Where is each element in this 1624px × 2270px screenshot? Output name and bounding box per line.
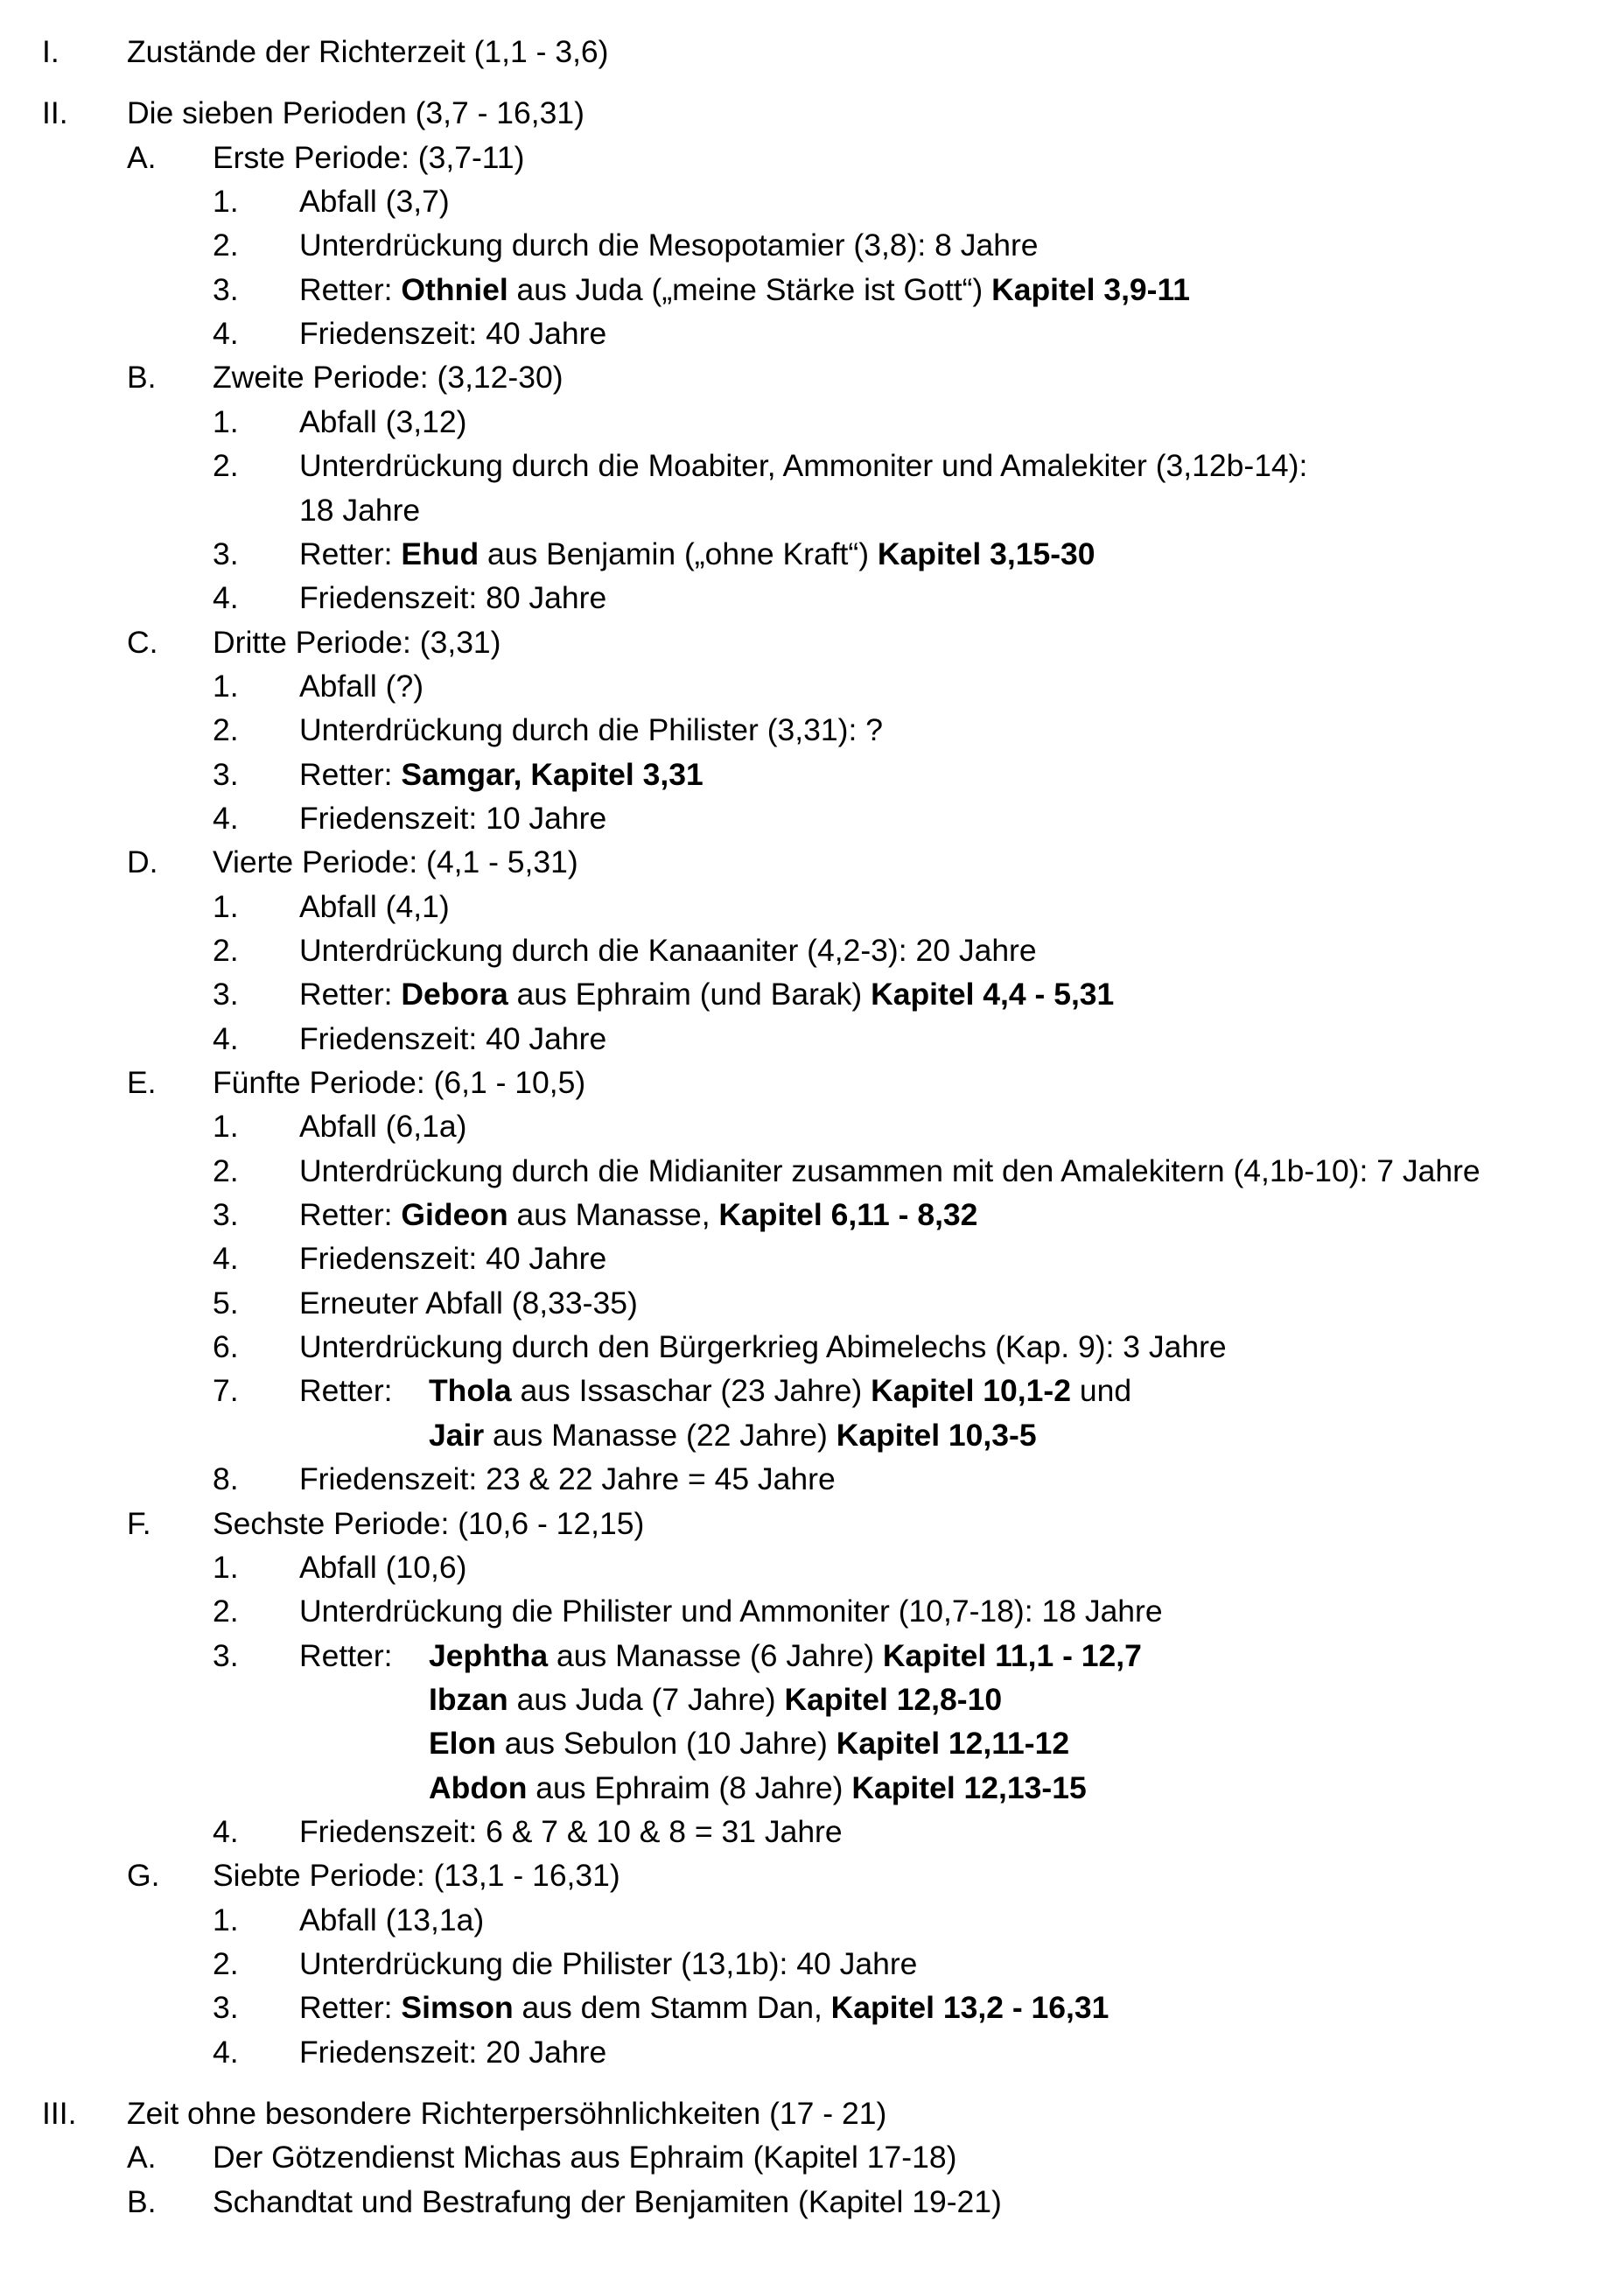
outline-line bbox=[0, 928, 1624, 972]
outline-text bbox=[299, 1634, 1142, 1678]
outline-line bbox=[0, 400, 1624, 444]
outline-line bbox=[0, 972, 1624, 1016]
bold-text-segment: Jair bbox=[429, 1418, 485, 1453]
text-segment: 18 Jahre bbox=[299, 493, 421, 528]
outline-number: A. bbox=[127, 140, 157, 175]
outline-number: III. bbox=[42, 2096, 77, 2131]
bold-text-segment: Debora bbox=[401, 977, 508, 1012]
text-segment: Friedenszeit: 40 Jahre bbox=[299, 316, 607, 351]
outline-number: 4. bbox=[213, 1814, 239, 1849]
outline-text bbox=[299, 532, 1096, 576]
outline-text bbox=[299, 223, 1039, 267]
outline-number: 1. bbox=[213, 1109, 239, 1144]
outline-text bbox=[213, 355, 564, 399]
text-segment: Abfall (3,12) bbox=[299, 404, 467, 439]
text-segment: aus Juda („meine Stärke ist Gott“) bbox=[508, 272, 992, 307]
text-segment: Abfall (6,1a) bbox=[299, 1109, 467, 1144]
outline-text bbox=[299, 400, 466, 444]
outline-line bbox=[0, 1898, 1624, 1942]
outline-number: 2. bbox=[213, 228, 239, 263]
outline-number: 1. bbox=[213, 404, 239, 439]
outline-line bbox=[0, 1502, 1624, 1545]
outline-line bbox=[0, 620, 1624, 664]
outline-text bbox=[299, 1457, 836, 1501]
outline-text bbox=[299, 1589, 1163, 1633]
outline-line bbox=[0, 1325, 1624, 1369]
outline-number: B. bbox=[127, 360, 157, 395]
outline-text bbox=[299, 796, 606, 840]
outline-line bbox=[0, 1721, 1624, 1765]
text-segment: aus Manasse (22 Jahre) bbox=[484, 1418, 836, 1453]
outline-text bbox=[299, 1810, 843, 1853]
outline-text bbox=[299, 179, 450, 223]
outline-line bbox=[0, 312, 1624, 355]
bold-text-segment: Jephtha bbox=[429, 1638, 549, 1673]
bold-text-segment: Kapitel 11,1 - 12,7 bbox=[882, 1638, 1142, 1673]
outline-number: 2. bbox=[213, 1594, 239, 1629]
bold-text-segment: Kapitel 4,4 - 5,31 bbox=[871, 977, 1115, 1012]
outline-line bbox=[0, 1017, 1624, 1061]
outline-line bbox=[0, 223, 1624, 267]
outline-text bbox=[299, 576, 606, 620]
text-segment: Unterdrückung durch den Bürgerkrieg Abimelechs (Kap. 9): 3 Jahre bbox=[299, 1329, 1227, 1364]
text-segment: aus Sebulon (10 Jahre) bbox=[495, 1726, 836, 1761]
outline-text bbox=[299, 1104, 466, 1148]
outline-text bbox=[127, 30, 609, 74]
text-segment: Abfall (?) bbox=[299, 669, 424, 704]
outline-line bbox=[0, 2091, 1624, 2135]
outline-number: 3. bbox=[213, 1197, 239, 1232]
outline-line bbox=[0, 885, 1624, 928]
outline-number: 1. bbox=[213, 889, 239, 924]
outline-number: 7. bbox=[213, 1373, 239, 1408]
outline-text bbox=[213, 840, 578, 884]
bold-text-segment: Gideon bbox=[401, 1197, 508, 1232]
outline-number: 4. bbox=[213, 580, 239, 615]
outline-line bbox=[0, 1149, 1624, 1193]
bold-text-segment: Kapitel 12,8-10 bbox=[784, 1682, 1003, 1717]
outline-text bbox=[213, 1502, 644, 1545]
text-segment: Friedenszeit: 23 & 22 Jahre = 45 Jahre bbox=[299, 1461, 836, 1496]
outline-number: 4. bbox=[213, 2035, 239, 2070]
text-segment: Dritte Periode: (3,31) bbox=[213, 625, 501, 660]
outline-number: B. bbox=[127, 2184, 157, 2219]
text-segment: Retter: bbox=[299, 1990, 402, 2025]
bold-text-segment: Kapitel 13,2 - 16,31 bbox=[830, 1990, 1110, 2025]
text-segment: Der Götzendienst Michas aus Ephraim (Kapitel 17-18) bbox=[213, 2140, 957, 2175]
outline-line bbox=[0, 1853, 1624, 1897]
outline-number: 8. bbox=[213, 1461, 239, 1496]
text-segment: Friedenszeit: 6 & 7 & 10 & 8 = 31 Jahre bbox=[299, 1814, 843, 1849]
outline-line bbox=[0, 444, 1624, 487]
text-segment: Siebte Periode: (13,1 - 16,31) bbox=[213, 1858, 620, 1893]
text-segment: Die sieben Perioden (3,7 - 16,31) bbox=[127, 95, 584, 130]
text-segment: Unterdrückung durch die Mesopotamier (3,8): 8 Jahre bbox=[299, 228, 1039, 263]
outline-line bbox=[0, 488, 1624, 532]
outline-number: 3. bbox=[213, 1638, 239, 1673]
outline-text bbox=[299, 1369, 1131, 1412]
outline-text bbox=[213, 2180, 1002, 2224]
text-segment: Retter: bbox=[299, 536, 402, 571]
outline-line bbox=[0, 1061, 1624, 1104]
text-segment: Unterdrückung die Philister (13,1b): 40 Jahre bbox=[299, 1946, 918, 1981]
bold-text-segment: Ehud bbox=[401, 536, 480, 571]
text-segment: Zustände der Richterzeit (1,1 - 3,6) bbox=[127, 34, 609, 69]
outline-text bbox=[299, 1986, 1109, 2029]
outline-number: C. bbox=[127, 625, 158, 660]
outline-text bbox=[127, 2091, 886, 2135]
outline-number: 3. bbox=[213, 536, 239, 571]
outline-number: 2. bbox=[213, 712, 239, 747]
outline-text bbox=[299, 1149, 1480, 1193]
outline-line bbox=[0, 1237, 1624, 1280]
outline-line bbox=[0, 796, 1624, 840]
outline-number: 4. bbox=[213, 316, 239, 351]
outline-line bbox=[0, 1104, 1624, 1148]
bold-text-segment: Kapitel 10,1-2 bbox=[871, 1373, 1071, 1408]
outline-text bbox=[299, 2030, 606, 2074]
outline-text bbox=[429, 1413, 1037, 1457]
outline-line bbox=[0, 1457, 1624, 1501]
text-segment: Fünfte Periode: (6,1 - 10,5) bbox=[213, 1065, 586, 1100]
outline-number: 1. bbox=[213, 1902, 239, 1937]
text-segment: aus Juda (7 Jahre) bbox=[508, 1682, 785, 1717]
outline-text bbox=[299, 1898, 484, 1942]
text-segment: Abfall (3,7) bbox=[299, 184, 450, 219]
outline-text bbox=[299, 488, 420, 532]
text-segment: Erneuter Abfall (8,33-35) bbox=[299, 1286, 638, 1321]
outline-line bbox=[0, 2030, 1624, 2074]
bold-text-segment: Simson bbox=[401, 1990, 514, 2025]
text-segment: Unterdrückung durch die Philister (3,31): ? bbox=[299, 712, 883, 747]
outline-number: 4. bbox=[213, 1021, 239, 1056]
bold-text-segment: Kapitel 12,13-15 bbox=[851, 1770, 1087, 1805]
outline-number: 1. bbox=[213, 1550, 239, 1585]
text-segment: Unterdrückung durch die Moabiter, Ammoniter und Amalekiter (3,12b-14): bbox=[299, 448, 1308, 483]
text-segment: Friedenszeit: 40 Jahre bbox=[299, 1241, 607, 1276]
outline-line bbox=[0, 1589, 1624, 1633]
outline-line bbox=[0, 2135, 1624, 2179]
text-segment: aus Manasse (6 Jahre) bbox=[548, 1638, 883, 1673]
outline-text bbox=[299, 1942, 917, 1986]
outline-text bbox=[299, 885, 450, 928]
bold-text-segment: Samgar, Kapitel 3,31 bbox=[401, 757, 704, 792]
text-segment: Retter: bbox=[299, 272, 402, 307]
bold-text-segment: Elon bbox=[429, 1726, 496, 1761]
bold-text-segment: Kapitel 12,11-12 bbox=[836, 1726, 1070, 1761]
outline-text bbox=[299, 1281, 638, 1325]
outline-number: 4. bbox=[213, 801, 239, 836]
outline-line bbox=[0, 1942, 1624, 1986]
retter-label: Retter: bbox=[299, 1373, 393, 1408]
outline-text bbox=[299, 753, 704, 796]
outline-text bbox=[299, 268, 1190, 312]
outline-number: 3. bbox=[213, 757, 239, 792]
outline-line bbox=[0, 1810, 1624, 1853]
outline-number: A. bbox=[127, 2140, 157, 2175]
text-segment: Unterdrückung die Philister und Ammoniter (10,7-18): 18 Jahre bbox=[299, 1594, 1163, 1629]
outline-text bbox=[213, 1853, 620, 1897]
text-segment: aus Benjamin („ohne Kraft“) bbox=[479, 536, 878, 571]
outline-number: F. bbox=[127, 1506, 151, 1541]
outline-line bbox=[0, 1545, 1624, 1589]
text-segment: Zweite Periode: (3,12-30) bbox=[213, 360, 564, 395]
outline-number: 2. bbox=[213, 933, 239, 968]
outline-line bbox=[0, 1986, 1624, 2029]
text-segment: Erste Periode: (3,7-11) bbox=[213, 140, 525, 175]
outline-number: 3. bbox=[213, 1990, 239, 2025]
bold-text-segment: Othniel bbox=[401, 272, 508, 307]
outline-text bbox=[299, 1237, 606, 1280]
text-segment: und bbox=[1070, 1373, 1132, 1408]
outline-number: 3. bbox=[213, 977, 239, 1012]
text-segment: Friedenszeit: 40 Jahre bbox=[299, 1021, 607, 1056]
outline-number: 2. bbox=[213, 1153, 239, 1188]
outline-number: G. bbox=[127, 1858, 160, 1893]
outline-line bbox=[0, 136, 1624, 179]
outline-number: D. bbox=[127, 844, 158, 879]
outline-number: 1. bbox=[213, 184, 239, 219]
outline-text bbox=[299, 312, 606, 355]
outline-text bbox=[299, 972, 1114, 1016]
outline-text bbox=[299, 664, 424, 708]
text-segment: Retter: bbox=[299, 757, 402, 792]
bold-text-segment: Thola bbox=[429, 1373, 512, 1408]
text-segment: Zeit ohne besondere Richterpersöhnlichkeiten (17 - 21) bbox=[127, 2096, 887, 2131]
outline-line bbox=[0, 179, 1624, 223]
outline-number: 2. bbox=[213, 1946, 239, 1981]
outline-line bbox=[0, 1413, 1624, 1457]
bold-text-segment: Kapitel 3,9-11 bbox=[991, 272, 1191, 307]
outline-number: 2. bbox=[213, 448, 239, 483]
bold-text-segment: Kapitel 3,15-30 bbox=[877, 536, 1096, 571]
outline-line bbox=[0, 1281, 1624, 1325]
text-segment: Vierte Periode: (4,1 - 5,31) bbox=[213, 844, 578, 879]
text-segment: Friedenszeit: 10 Jahre bbox=[299, 801, 607, 836]
outline-number: II. bbox=[42, 95, 68, 130]
outline-line bbox=[0, 1369, 1624, 1412]
bold-text-segment: Kapitel 6,11 - 8,32 bbox=[718, 1197, 978, 1232]
bold-text-segment: Kapitel 10,3-5 bbox=[836, 1418, 1037, 1453]
outline-text bbox=[299, 928, 1037, 972]
outline-number: 5. bbox=[213, 1286, 239, 1321]
outline-text bbox=[299, 708, 883, 752]
outline-line bbox=[0, 708, 1624, 752]
outline-number: 3. bbox=[213, 272, 239, 307]
outline-line bbox=[0, 30, 1624, 74]
outline-line bbox=[0, 268, 1624, 312]
outline-text bbox=[213, 136, 524, 179]
outline-text bbox=[299, 1017, 606, 1061]
outline-text bbox=[127, 91, 584, 135]
outline-line bbox=[0, 2180, 1624, 2224]
outline-line bbox=[0, 355, 1624, 399]
text-segment: aus Issaschar (23 Jahre) bbox=[511, 1373, 872, 1408]
text-segment: Friedenszeit: 20 Jahre bbox=[299, 2035, 607, 2070]
outline-line bbox=[0, 1766, 1624, 1810]
outline-text bbox=[213, 620, 501, 664]
text-segment: aus dem Stamm Dan, bbox=[513, 1990, 831, 2025]
text-segment: Friedenszeit: 80 Jahre bbox=[299, 580, 607, 615]
retter-label: Retter: bbox=[299, 1638, 393, 1673]
outline-text bbox=[299, 444, 1307, 487]
outline-text bbox=[429, 1678, 1002, 1721]
outline-line bbox=[0, 1678, 1624, 1721]
text-segment: Retter: bbox=[299, 977, 402, 1012]
text-segment: Unterdrückung durch die Kanaaniter (4,2-3): 20 Jahre bbox=[299, 933, 1037, 968]
outline-line bbox=[0, 753, 1624, 796]
outline-text bbox=[429, 1766, 1087, 1810]
outline-line bbox=[0, 664, 1624, 708]
outline-line bbox=[0, 576, 1624, 620]
outline-text bbox=[299, 1545, 466, 1589]
outline-number: E. bbox=[127, 1065, 157, 1100]
text-segment: aus Manasse, bbox=[508, 1197, 719, 1232]
outline-number: I. bbox=[42, 34, 60, 69]
text-segment: Schandtat und Bestrafung der Benjamiten (Kapitel 19-21) bbox=[213, 2184, 1002, 2219]
outline-text bbox=[213, 2135, 956, 2179]
outline-text bbox=[299, 1193, 977, 1237]
bold-text-segment: Abdon bbox=[429, 1770, 528, 1805]
outline-number: 6. bbox=[213, 1329, 239, 1364]
text-segment: Abfall (13,1a) bbox=[299, 1902, 485, 1937]
outline-line bbox=[0, 532, 1624, 576]
text-segment: Abfall (4,1) bbox=[299, 889, 450, 924]
text-segment: Abfall (10,6) bbox=[299, 1550, 467, 1585]
outline-text bbox=[299, 1325, 1227, 1369]
text-segment: aus Ephraim (und Barak) bbox=[508, 977, 872, 1012]
bold-text-segment: Ibzan bbox=[429, 1682, 508, 1717]
outline-line bbox=[0, 1193, 1624, 1237]
outline-text bbox=[213, 1061, 585, 1104]
text-segment: Retter: bbox=[299, 1197, 402, 1232]
outline-line bbox=[0, 1634, 1624, 1678]
outline-line bbox=[0, 840, 1624, 884]
text-segment: Unterdrückung durch die Midianiter zusammen mit den Amalekitern (4,1b-10): 7 Jahre bbox=[299, 1153, 1480, 1188]
outline-text bbox=[429, 1721, 1069, 1765]
outline-number: 1. bbox=[213, 669, 239, 704]
text-segment: aus Ephraim (8 Jahre) bbox=[527, 1770, 852, 1805]
outline-number: 4. bbox=[213, 1241, 239, 1276]
outline-line bbox=[0, 91, 1624, 135]
text-segment: Sechste Periode: (10,6 - 12,15) bbox=[213, 1506, 645, 1541]
